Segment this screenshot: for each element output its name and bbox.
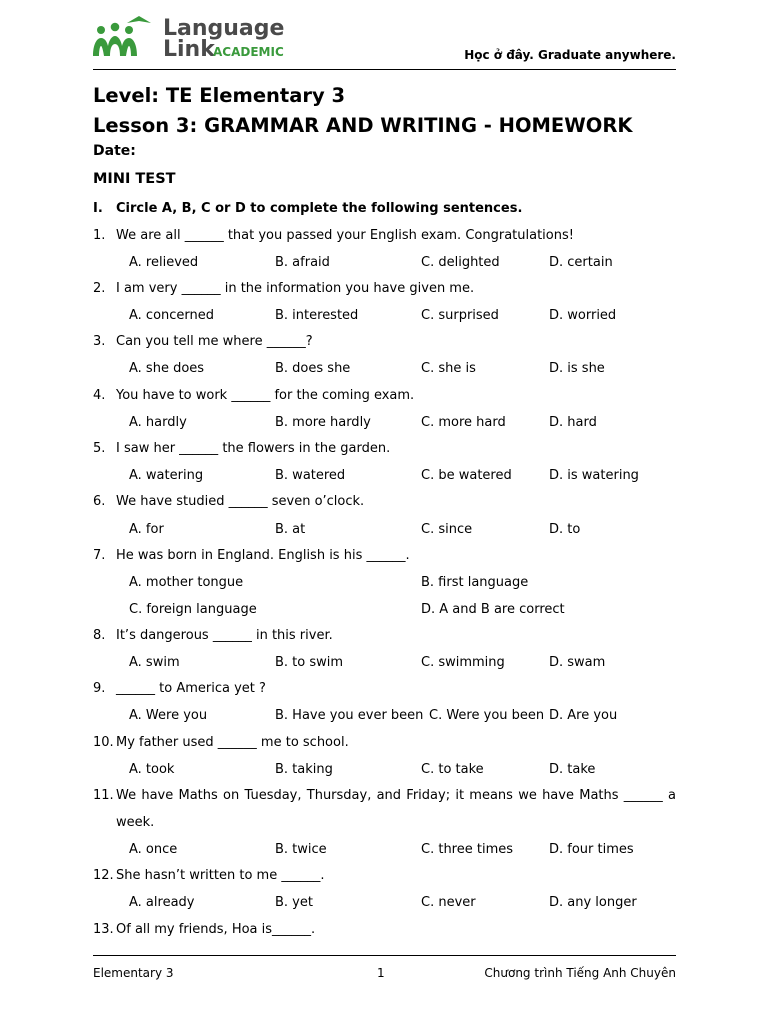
- option-d[interactable]: D. certain: [549, 255, 613, 270]
- question-7: [93, 548, 676, 563]
- option-d[interactable]: D. A and B are correct: [421, 602, 565, 617]
- option-b[interactable]: B. first language: [421, 575, 529, 590]
- question-text: It’s dangerous ______ in this river.: [116, 628, 333, 643]
- question-13: [93, 922, 676, 937]
- option-d[interactable]: D. four times: [549, 842, 634, 857]
- question-11-continuation: week.: [116, 815, 155, 830]
- question-number: 13.: [93, 922, 114, 937]
- level-title: Level: TE Elementary 3: [93, 84, 346, 107]
- option-c[interactable]: C. three times: [421, 842, 514, 857]
- option-b[interactable]: B. afraid: [275, 255, 330, 270]
- option-c[interactable]: C. never: [421, 895, 476, 910]
- option-d[interactable]: D. to: [549, 522, 581, 537]
- header-divider: [93, 69, 676, 70]
- language-link-logo: [93, 14, 303, 60]
- option-d[interactable]: D. is she: [549, 361, 605, 376]
- option-c[interactable]: C. be watered: [421, 468, 512, 483]
- option-a[interactable]: A. hardly: [129, 415, 187, 430]
- option-c[interactable]: C. foreign language: [129, 602, 257, 617]
- option-b[interactable]: B. twice: [275, 842, 327, 857]
- question-11: [93, 788, 676, 803]
- question-1: [93, 228, 676, 243]
- question-number: 8.: [93, 628, 106, 643]
- question-text: I saw her ______ the flowers in the garden.: [116, 441, 391, 456]
- question-2: [93, 281, 676, 296]
- option-b[interactable]: B. more hardly: [275, 415, 371, 430]
- question-number: 6.: [93, 494, 106, 509]
- option-d[interactable]: D. hard: [549, 415, 597, 430]
- question-10: [93, 735, 676, 750]
- section-heading: MINI TEST: [93, 171, 176, 187]
- question-5: [93, 441, 676, 456]
- question-9: [93, 681, 676, 696]
- question-text: Of all my friends, Hoa is______.: [116, 922, 316, 937]
- footer-page-number: 1: [377, 966, 385, 980]
- option-c[interactable]: C. swimming: [421, 655, 505, 670]
- question-3: [93, 334, 676, 349]
- instruction-number: I.: [93, 201, 103, 216]
- option-a[interactable]: A. took: [129, 762, 175, 777]
- question-number: 2.: [93, 281, 106, 296]
- date-label: Date:: [93, 143, 136, 159]
- question-text: He was born in England. English is his ______.: [116, 548, 410, 563]
- question-number: 9.: [93, 681, 106, 696]
- question-number: 5.: [93, 441, 106, 456]
- option-c[interactable]: C. more hard: [421, 415, 506, 430]
- option-b[interactable]: B. interested: [275, 308, 359, 323]
- option-d[interactable]: D. swam: [549, 655, 606, 670]
- question-text: ______ to America yet ?: [116, 681, 266, 696]
- option-b[interactable]: B. to swim: [275, 655, 344, 670]
- option-a[interactable]: A. watering: [129, 468, 204, 483]
- question-number: 11.: [93, 788, 114, 803]
- question-number: 1.: [93, 228, 106, 243]
- question-text: We are all ______ that you passed your English exam. Congratulations!: [116, 228, 574, 243]
- logo-word-language: Language: [163, 16, 285, 41]
- footer-program: Chương trình Tiếng Anh Chuyên: [484, 966, 676, 980]
- option-d[interactable]: D. any longer: [549, 895, 637, 910]
- footer-divider: [93, 955, 676, 956]
- option-c[interactable]: C. surprised: [421, 308, 499, 323]
- question-text: We have studied ______ seven o’clock.: [116, 494, 365, 509]
- option-d[interactable]: D. Are you: [549, 708, 618, 723]
- option-a[interactable]: A. once: [129, 842, 178, 857]
- lesson-title: Lesson 3: GRAMMAR AND WRITING - HOMEWORK: [93, 114, 633, 137]
- option-b[interactable]: B. watered: [275, 468, 346, 483]
- question-6: [93, 494, 676, 509]
- option-d[interactable]: D. is watering: [549, 468, 639, 483]
- option-a[interactable]: A. she does: [129, 361, 205, 376]
- question-text: My father used ______ me to school.: [116, 735, 349, 750]
- option-c[interactable]: C. to take: [421, 762, 484, 777]
- question-text: She hasn’t written to me ______.: [116, 868, 325, 883]
- option-a[interactable]: A. swim: [129, 655, 180, 670]
- logo-word-link: Link: [163, 37, 215, 60]
- option-a[interactable]: A. mother tongue: [129, 575, 244, 590]
- option-c[interactable]: C. Were you been: [429, 708, 545, 723]
- question-number: 7.: [93, 548, 106, 563]
- question-number: 10.: [93, 735, 114, 750]
- question-text: We have Maths on Tuesday, Thursday, and Friday; it means we have Maths ______ a: [116, 788, 676, 803]
- option-b[interactable]: B. does she: [275, 361, 351, 376]
- footer-course: Elementary 3: [93, 966, 174, 980]
- question-number: 3.: [93, 334, 106, 349]
- question-number: 12.: [93, 868, 114, 883]
- option-a[interactable]: A. already: [129, 895, 195, 910]
- question-number: 4.: [93, 388, 106, 403]
- option-a[interactable]: A. relieved: [129, 255, 199, 270]
- option-b[interactable]: B. yet: [275, 895, 313, 910]
- question-8: [93, 628, 676, 643]
- instruction-text: Circle A, B, C or D to complete the following sentences.: [116, 201, 523, 216]
- question-4: [93, 388, 676, 403]
- option-c[interactable]: C. since: [421, 522, 473, 537]
- option-a[interactable]: A. Were you: [129, 708, 208, 723]
- option-b[interactable]: B. Have you ever been: [275, 708, 424, 723]
- logo-word-academic: ACADEMIC: [213, 45, 284, 59]
- option-c[interactable]: C. delighted: [421, 255, 500, 270]
- option-b[interactable]: B. at: [275, 522, 306, 537]
- instruction: [93, 201, 522, 216]
- option-a[interactable]: A. concerned: [129, 308, 215, 323]
- question-text: Can you tell me where ______?: [116, 334, 313, 349]
- question-text: I am very ______ in the information you have given me.: [116, 281, 475, 296]
- option-b[interactable]: B. taking: [275, 762, 333, 777]
- option-c[interactable]: C. she is: [421, 361, 476, 376]
- header-tagline: Học ở đây. Graduate anywhere.: [464, 48, 676, 62]
- question-text: You have to work ______ for the coming exam.: [116, 388, 415, 403]
- question-12: [93, 868, 676, 883]
- option-a[interactable]: A. for: [129, 522, 164, 537]
- option-d[interactable]: D. worried: [549, 308, 617, 323]
- option-d[interactable]: D. take: [549, 762, 596, 777]
